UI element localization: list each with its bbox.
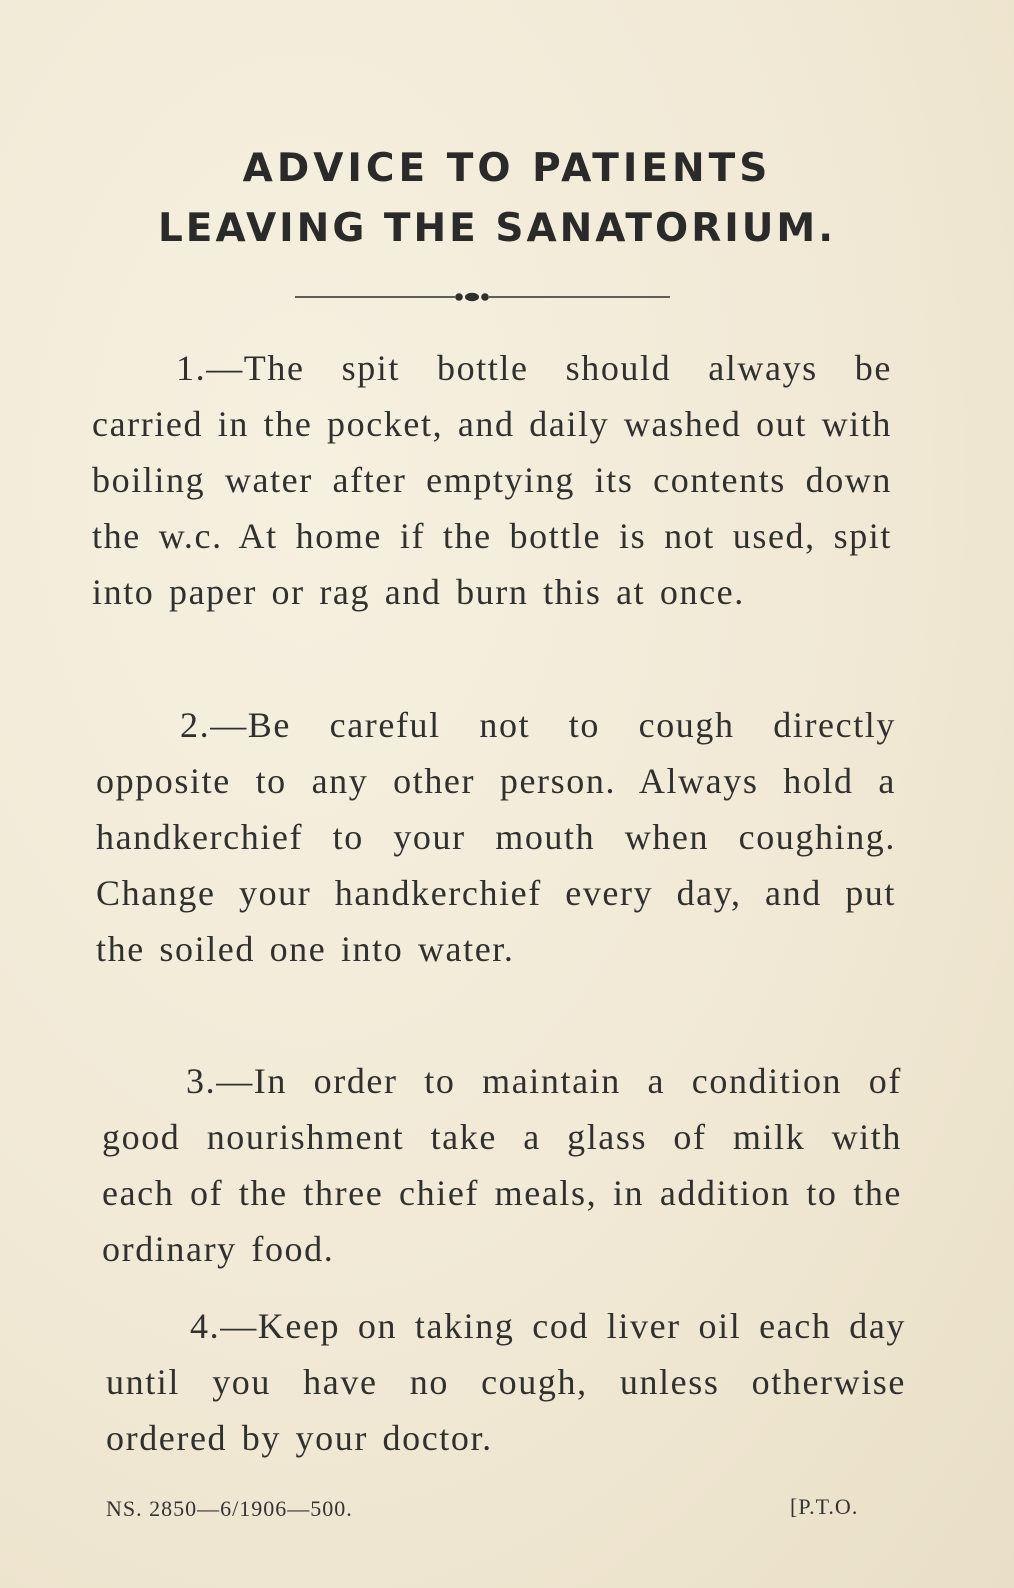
- pto-marker: [P.T.O.: [790, 1494, 859, 1519]
- heading-line-2: LEAVING THE SANATORIUM.: [157, 206, 837, 251]
- advice-item-3: [102, 1053, 902, 1277]
- advice-item-4-text: 4.—Keep on taking cod liver oil each day until you have no cough, unless otherwise ordered by your doctor.: [106, 1306, 906, 1458]
- heading-line-1: ADVICE TO PATIENTS: [242, 146, 772, 191]
- ornament-dot-right: [481, 293, 489, 301]
- ornament-diamond: [465, 293, 479, 301]
- advice-item-1: [92, 340, 892, 620]
- ornamental-divider: [295, 288, 675, 306]
- advice-item-3-text: 3.—In order to maintain a condition of good nourishment take a glass of milk with each of the three chief meals, in addition to the ordinary food.: [102, 1061, 902, 1269]
- ornament-dot-left: [455, 293, 463, 301]
- print-code: NS. 2850—6/1906—500.: [106, 1496, 353, 1521]
- advice-item-2-text: 2.—Be careful not to cough directly opposite to any other person. Always hold a handkerchief to your mouth when coughing. Change your handkerchief every day, and put the soiled one into water.: [96, 705, 896, 969]
- advice-item-4: [106, 1298, 906, 1466]
- advice-item-2: [96, 697, 896, 977]
- advice-item-1-text: 1.—The spit bottle should always be carried in the pocket, and daily washed out with boiling water after emptying its contents down the w.c. At home if the bottle is not used, spit into paper or rag and burn this at once.: [92, 348, 892, 612]
